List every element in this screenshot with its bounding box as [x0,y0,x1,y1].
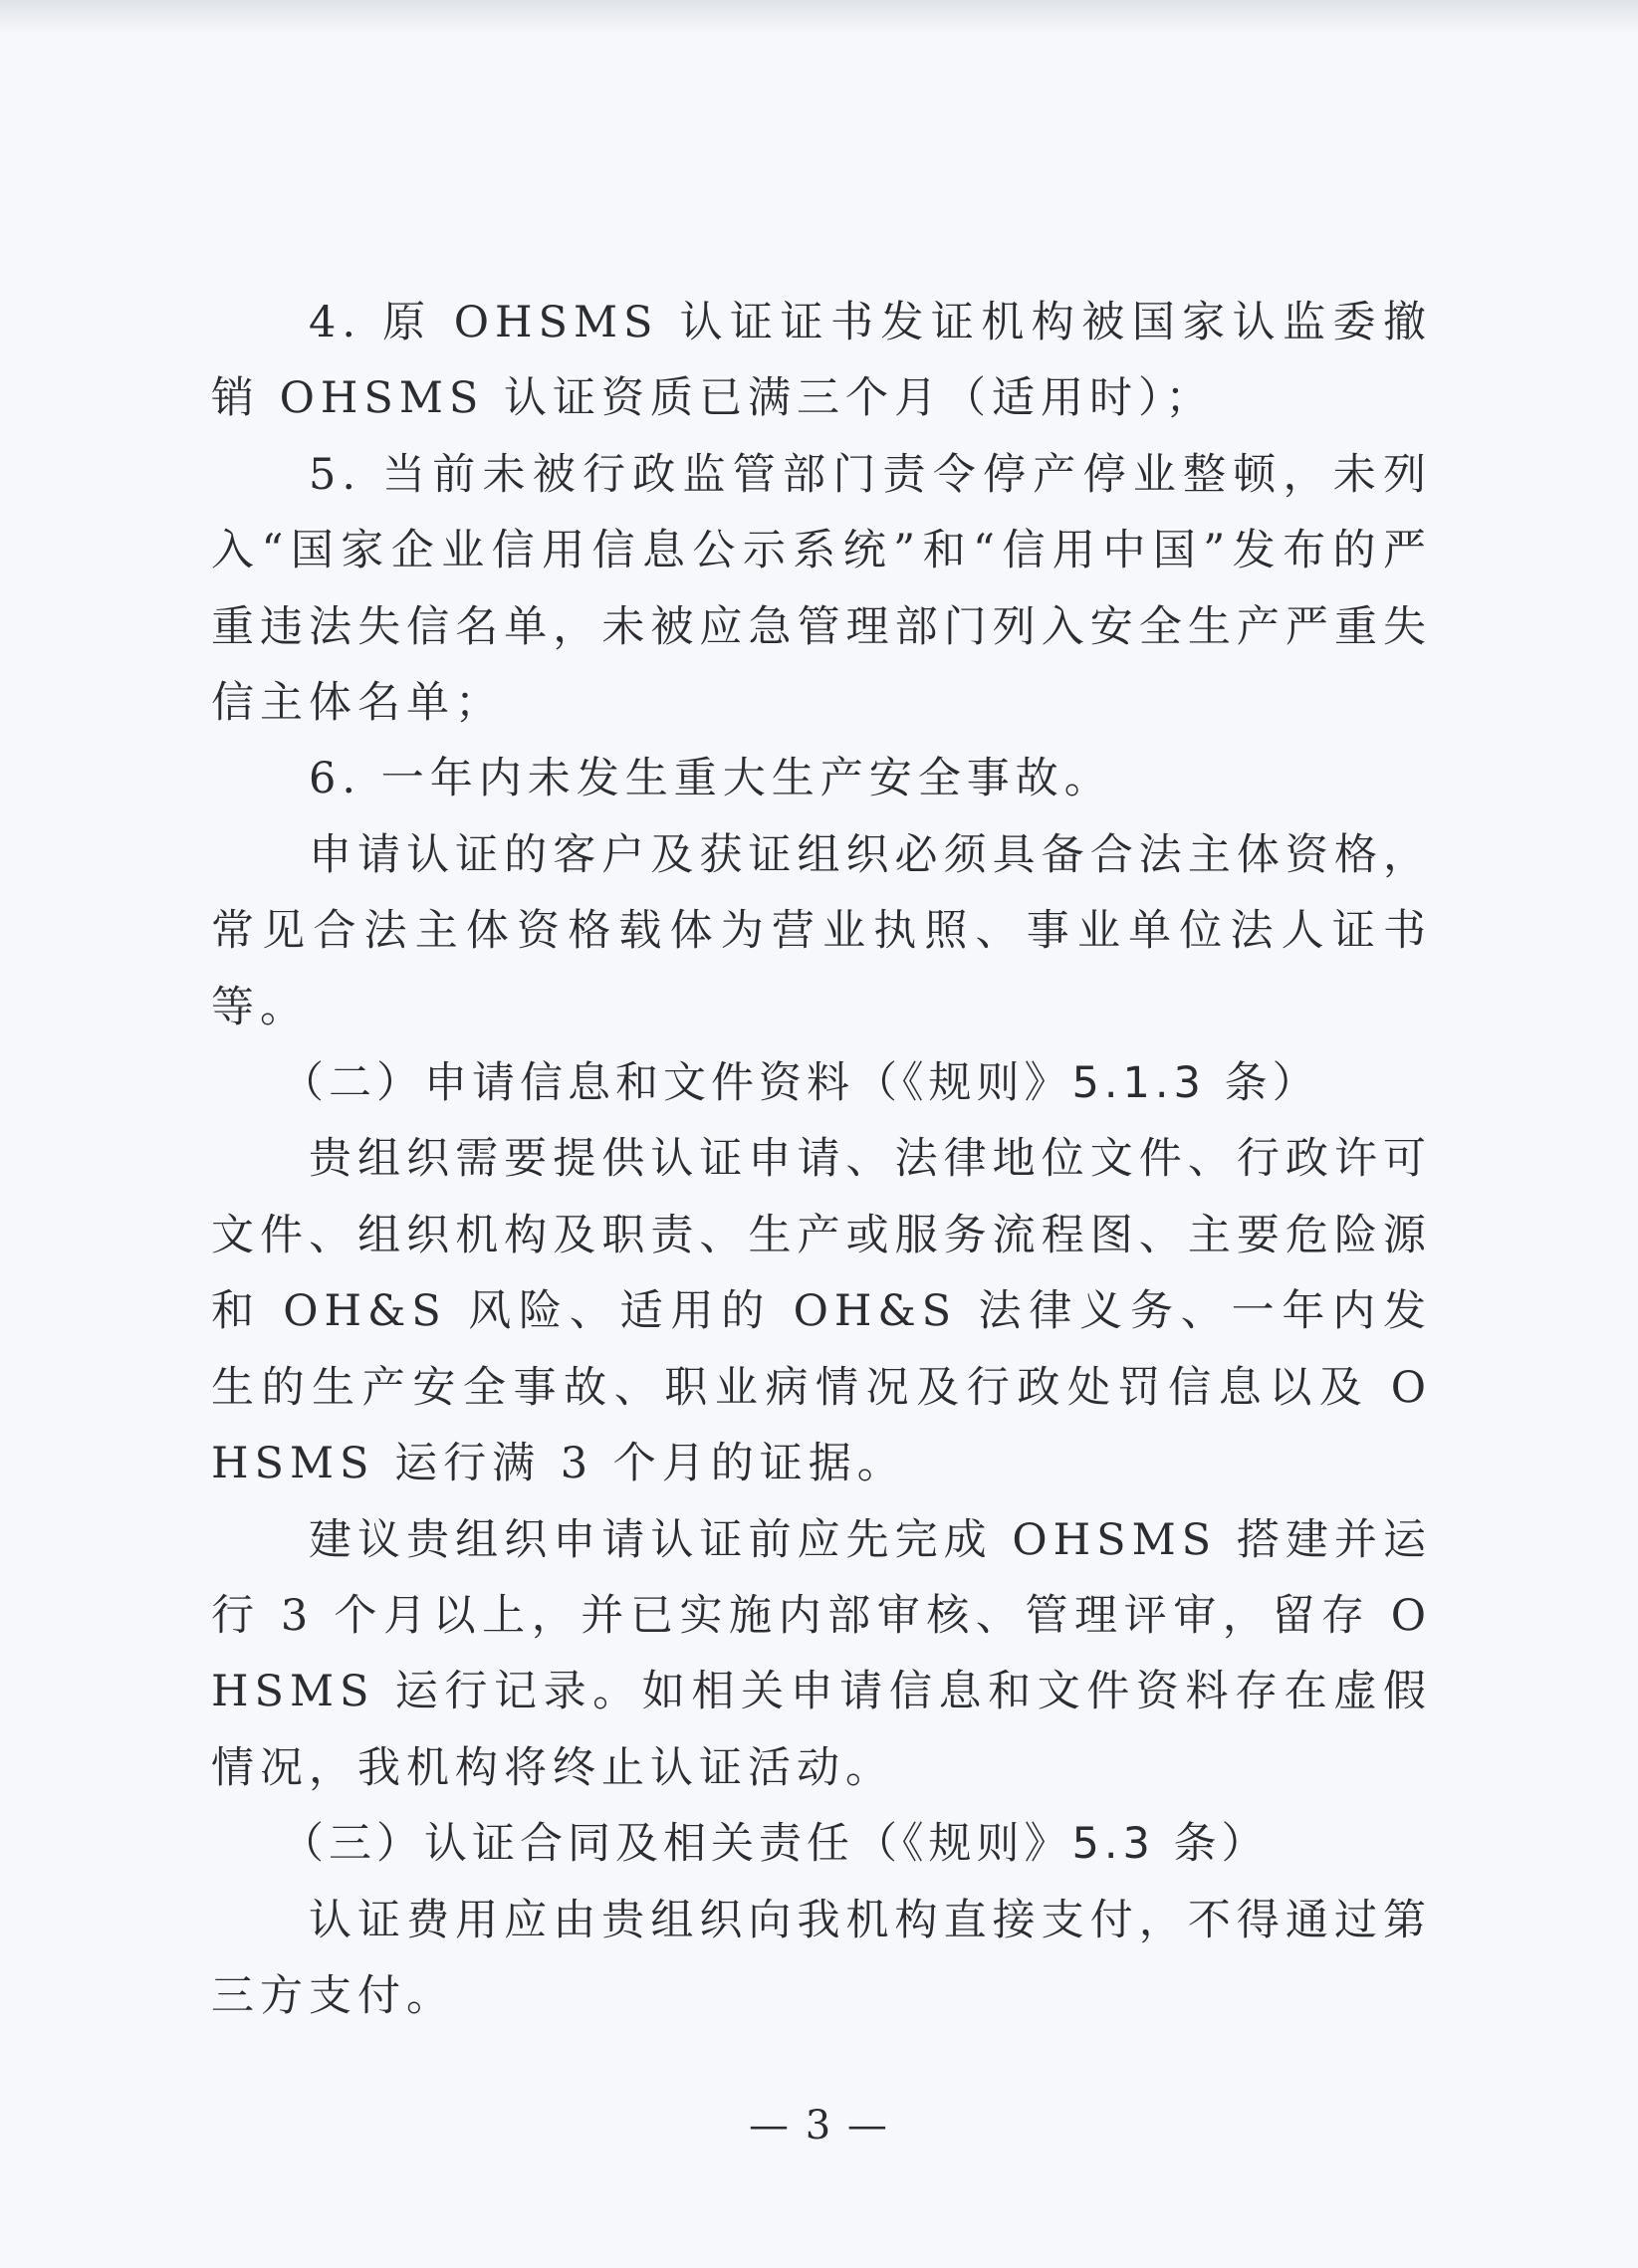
section-heading-application-info: （二）申请信息和文件资料（《规则》5.1.3 条） [281,1058,1320,1109]
paragraph-item-5: 5. 当前未被行政监管部门责令停产停业整顿，未列入“国家企业信用信息公示系统”和“信用中国”发布的严重违法失信名单，未被应急管理部门列入安全生产严重失信主体名单； [211,449,1432,729]
scan-edge-shadow [0,0,1638,34]
paragraph-payment: 认证费用应由贵组织向我机构直接支付，不得通过第三方支付。 [211,1895,1432,2021]
section-heading-contract: （三）认证合同及相关责任（《规则》5.3 条） [281,1819,1270,1870]
paragraph-documents-required: 贵组织需要提供认证申请、法律地位文件、行政许可文件、组织机构及职责、生产或服务流程图、主要危险源和 OH&S 风险、适用的 OH&S 法律义务、一年内发生的生产安全事故、职业病情况及行政处罚信息以及 OHSMS 运行满 3 个月的证据。 [211,1134,1432,1489]
paragraph-legal-entity: 申请认证的客户及获证组织必须具备合法主体资格，常见合法主体资格载体为营业执照、事业单位法人证书等。 [211,829,1432,1032]
paragraph-item-4: 4. 原 OHSMS 认证证书发证机构被国家认监委撤销 OHSMS 认证资质已满三个月（适用时）； [211,298,1432,424]
page-number: — 3 — [749,2103,889,2149]
document-body [211,285,1432,2034]
paragraph-advice: 建议贵组织申请认证前应先完成 OHSMS 搭建并运行 3 个月以上，并已实施内部审核、管理评审，留存 OHSMS 运行记录。如相关申请信息和文件资料存在虚假情况，我机构将终止认证活动。 [211,1514,1432,1793]
paragraph-item-6: 6. 一年内未发生重大生产安全事故。 [309,754,1113,804]
